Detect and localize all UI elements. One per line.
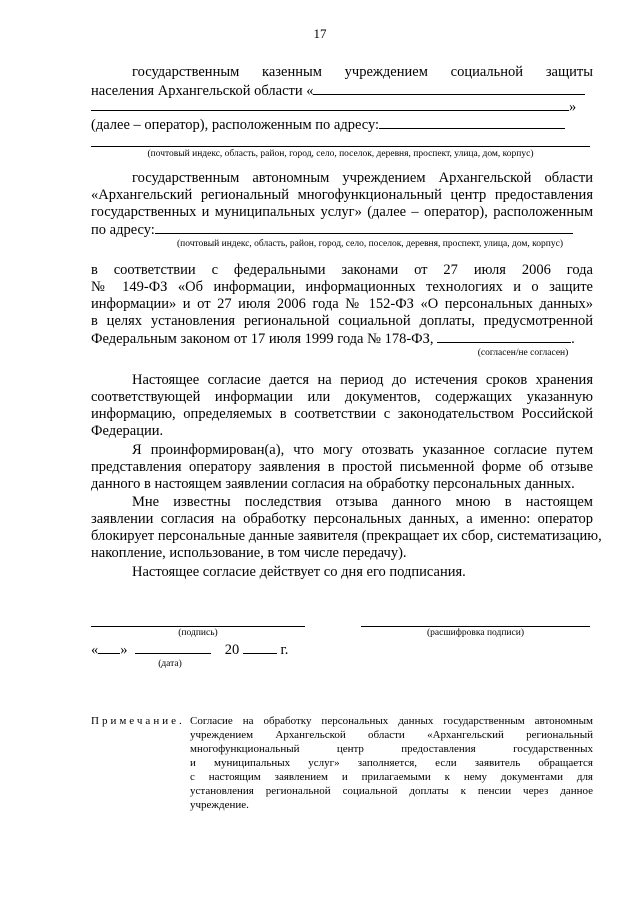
block1-line4	[91, 116, 565, 134]
block1-line4-text: (далее – оператор), расположенным по адресу:	[91, 117, 380, 133]
note-line1: Согласие на обработку персональных данных государственным автономным	[190, 715, 593, 727]
para3-line2: заявлении согласия на обработку персональных данных, а именно: оператор	[91, 511, 593, 527]
note-line7: учреждение.	[190, 799, 249, 811]
para1-line1: Настоящее согласие дается на период до истечения сроков хранения	[132, 372, 593, 388]
para1-line3: информацию, определяемых в соответствии с законодательством Российской	[91, 406, 593, 422]
block3-line1: в соответствии с федеральными законами от 27 июля 2006 года	[91, 262, 593, 278]
block1-close-quote: »	[569, 99, 577, 115]
month-field[interactable]	[135, 641, 211, 654]
note-line5: с настоящим заявлением и прилагаемыми к нему документами для	[190, 771, 593, 783]
date-caption: (дата)	[158, 659, 182, 669]
block3-line3: информации» и от 27 июля 2006 года № 152-ФЗ «О персональных данных»	[91, 296, 593, 312]
para2-line2: представления оператору заявления в простой письменной форме об отзыве	[91, 459, 593, 475]
year-suffix: г.	[280, 642, 289, 658]
para2-line1: Я проинформирован(а), что могу отозвать указанное согласие путем	[132, 442, 593, 458]
block1-line3	[91, 98, 576, 116]
para1-line4: Федерации.	[91, 423, 164, 439]
note-line2: учреждением Архангельской области «Архангельский региональный	[190, 729, 593, 741]
operator-address-line[interactable]	[91, 146, 590, 147]
note-line3: многофункциональный центр предоставления государственных	[190, 743, 593, 755]
operator-name-field[interactable]	[313, 82, 585, 95]
signature-caption: (подпись)	[178, 628, 218, 638]
date-line	[91, 641, 288, 659]
para2-line3: данного в настоящем заявлении согласия на обработку персональных данных.	[91, 476, 575, 492]
block1-line1: государственным казенным учреждением социальной защиты	[132, 64, 593, 80]
consent-field[interactable]	[437, 330, 571, 343]
block1-address-caption: (почтовый индекс, область, район, город, село, поселок, деревня, проспект, улица, дом, корпус)	[147, 149, 534, 159]
consent-caption: (согласен/не согласен)	[477, 348, 569, 358]
para3-line1: Мне известны последствия отзыва данного мною в настоящем	[132, 494, 593, 510]
block2-line2: «Архангельский региональный многофункциональный центр предоставления	[91, 187, 593, 203]
mfc-address-field[interactable]	[155, 221, 573, 234]
signature-line[interactable]	[91, 626, 305, 627]
block2-line1: государственным автономным учреждением Архангельской области	[132, 170, 593, 186]
block2-line4	[91, 221, 573, 239]
operator-address-field[interactable]	[379, 116, 565, 129]
block2-address-caption: (почтовый индекс, область, район, город, село, поселок, деревня, проспект, улица, дом, корпус)	[176, 239, 563, 249]
block3-line5	[91, 330, 575, 348]
block2-line3: государственных и муниципальных услуг» (далее – оператор), расположенным	[91, 204, 593, 220]
day-field[interactable]	[98, 641, 120, 654]
operator-name-field-cont[interactable]	[91, 98, 569, 111]
para4-line1: Настоящее согласие действует со дня его подписания.	[132, 564, 466, 580]
block3-period: .	[571, 331, 575, 347]
date-close-quote: »	[120, 642, 128, 658]
para3-line3: блокирует персональные данные заявителя (прекращает их сбор, систематизацию,	[91, 528, 602, 544]
note-label: Примечание.	[91, 715, 185, 727]
year-field[interactable]	[243, 641, 277, 654]
block3-line5-text: Федеральным законом от 17 июля 1999 года № 178-ФЗ,	[91, 331, 434, 347]
para3-line4: накопление, использование, в том числе передачу).	[91, 545, 407, 561]
year-prefix: 20	[224, 642, 240, 658]
block3-line4: в целях установления региональной социальной доплаты, предусмотренной	[91, 313, 593, 329]
block1-line2-text: населения Архангельской области «	[91, 83, 314, 99]
block2-line4-text: по адресу:	[91, 222, 155, 238]
date-open-quote: «	[91, 642, 99, 658]
note-line4: и муниципальных услуг» заполняется, если заявитель обращается	[190, 757, 593, 769]
signature-decode-line[interactable]	[361, 626, 590, 627]
signature-decode-caption: (расшифровка подписи)	[427, 628, 524, 638]
para1-line2: соответствующей информации или документов, содержащих указанную	[91, 389, 593, 405]
page-number: 17	[313, 26, 327, 41]
note-line6: установления региональной социальной доплаты к пенсии через данное	[190, 785, 593, 797]
block3-line2: № 149-ФЗ «Об информации, информационных технологиях и о защите	[91, 279, 593, 295]
